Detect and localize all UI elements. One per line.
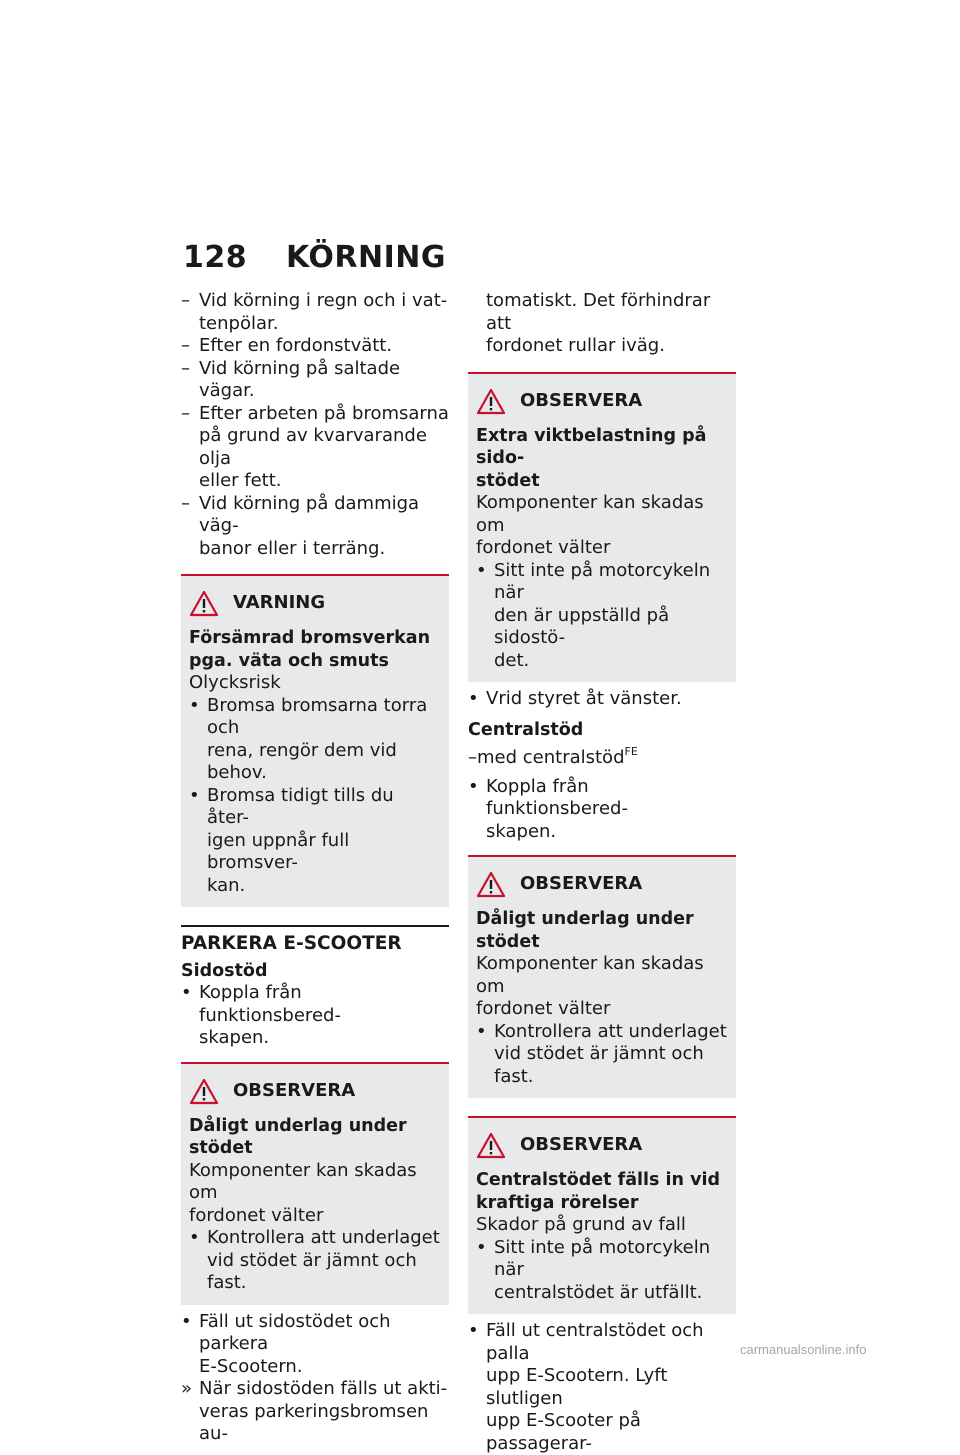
step-item-cont: upp E-Scootern. Lyft slutligen bbox=[486, 1365, 668, 1409]
warning-bullet-cont: kan. bbox=[207, 874, 246, 896]
notice-bullet: • Sitt inte på motorcykeln när bbox=[476, 559, 711, 603]
watermark: carmanualsonline.info bbox=[740, 1342, 867, 1357]
notice-risk: fordonet välter bbox=[476, 537, 611, 558]
section-title: PARKERA E-SCOOTER bbox=[181, 925, 449, 956]
list-item: – Vid körning på dammiga väg- bbox=[181, 492, 420, 536]
warning-bullet-cont: igen uppnår full bromsver- bbox=[207, 829, 350, 873]
notice-bullet: • Kontrollera att underlaget bbox=[476, 1020, 727, 1042]
notice-box bbox=[468, 372, 736, 683]
list-item-cont: eller fett. bbox=[199, 470, 282, 491]
list-item: – Vid körning i regn och i vat- bbox=[181, 290, 448, 311]
result-item-cont: veras parkeringsbromsen au- bbox=[199, 1400, 429, 1444]
notice-risk: Komponenter kan skadas om bbox=[476, 953, 704, 997]
page-header bbox=[183, 240, 446, 275]
step-item-cont: E-Scootern. bbox=[199, 1355, 303, 1377]
list-item-cont: på grund av kvarvarande olja bbox=[199, 425, 427, 469]
notice-box bbox=[468, 855, 736, 1098]
notice-title: OBSERVERA bbox=[520, 873, 643, 895]
left-column bbox=[181, 290, 449, 1446]
step-item: • Koppla från funktionsbered- bbox=[468, 775, 628, 819]
list-item: – Efter arbeten på bromsarna bbox=[181, 402, 449, 424]
notice-heading: Dåligt underlag under stödet bbox=[189, 1115, 407, 1158]
warning-bullet-cont: rena, rengör dem vid behov. bbox=[207, 739, 397, 783]
notice-bullet-cont: centralstödet är utfällt. bbox=[494, 1281, 703, 1303]
condition-list bbox=[181, 290, 449, 560]
warning-bullet: • Bromsa tidigt tills du åter- bbox=[189, 784, 394, 828]
notice-title: OBSERVERA bbox=[520, 389, 643, 411]
step-item-cont: skapen. bbox=[199, 1027, 270, 1048]
warning-heading: Försämrad bromsverkan bbox=[189, 628, 431, 648]
notice-risk: fordonet välter bbox=[476, 998, 611, 1019]
list-item-cont: tenpölar. bbox=[199, 312, 279, 334]
variant-superscript: FE bbox=[624, 745, 638, 758]
notice-heading: Extra viktbelastning på sido- bbox=[476, 425, 707, 468]
warning-triangle-icon bbox=[476, 1132, 506, 1159]
warning-box bbox=[181, 574, 449, 907]
step-item: • Fäll ut sidostödet och parkera bbox=[181, 1310, 391, 1354]
notice-risk: Skador på grund av fall bbox=[476, 1214, 686, 1235]
list-item: – Efter en fordonstvätt. bbox=[181, 335, 393, 356]
list-item-cont: banor eller i terräng. bbox=[199, 537, 386, 559]
notice-bullet: • Kontrollera att underlaget bbox=[189, 1227, 440, 1248]
warning-triangle-icon bbox=[189, 1078, 219, 1105]
notice-bullet-cont: den är uppställd på sidostö- bbox=[494, 604, 670, 648]
list-item: – Vid körning på saltade vägar. bbox=[181, 357, 401, 401]
notice-bullet-cont: vid stödet är jämnt och fast. bbox=[494, 1043, 704, 1087]
variant-line: –med centralstöd$^{FE}$ bbox=[468, 745, 638, 768]
notice-risk: Komponenter kan skadas om bbox=[189, 1159, 417, 1203]
warning-title: VARNING bbox=[233, 592, 326, 614]
notice-heading: kraftiga rörelser bbox=[476, 1192, 639, 1213]
step-item: • Koppla från funktionsbered- bbox=[181, 982, 341, 1026]
right-column bbox=[468, 290, 736, 1455]
warning-risk: Olycksrisk bbox=[189, 672, 281, 693]
notice-risk: fordonet välter bbox=[189, 1204, 324, 1226]
chapter-title: KÖRNING bbox=[286, 240, 447, 275]
result-item-cont: tomatiskt. Det förhindrar att bbox=[486, 290, 711, 334]
notice-box bbox=[468, 1116, 736, 1314]
result-item: » När sidostöden fälls ut akti- bbox=[181, 1378, 448, 1399]
step-item: • Fäll ut centralstödet och palla bbox=[468, 1320, 704, 1364]
notice-heading: Dåligt underlag under stödet bbox=[476, 909, 694, 952]
warning-triangle-icon bbox=[476, 871, 506, 898]
warning-heading: pga. väta och smuts bbox=[189, 650, 389, 671]
notice-bullet: • Sitt inte på motorcykeln när bbox=[476, 1236, 711, 1280]
notice-title: OBSERVERA bbox=[233, 1079, 356, 1101]
step-item: • Vrid styret åt vänster. bbox=[468, 688, 682, 709]
notice-bullet-cont: vid stödet är jämnt och fast. bbox=[207, 1249, 417, 1293]
warning-triangle-icon bbox=[476, 388, 506, 415]
sub-title: Sidostöd bbox=[181, 960, 268, 981]
notice-bullet-cont: det. bbox=[494, 649, 530, 671]
page-number: 128 bbox=[183, 240, 248, 275]
notice-box bbox=[181, 1062, 449, 1305]
step-item-cont: skapen. bbox=[486, 820, 557, 842]
warning-triangle-icon bbox=[189, 590, 219, 617]
notice-heading: Centralstödet fälls in vid bbox=[476, 1170, 721, 1190]
warning-bullet: • Bromsa bromsarna torra och bbox=[189, 694, 428, 738]
step-item-cont: upp E-Scooter på passagerar- bbox=[486, 1410, 641, 1454]
notice-heading: stödet bbox=[476, 470, 540, 491]
notice-title: OBSERVERA bbox=[520, 1134, 643, 1156]
notice-risk: Komponenter kan skadas om bbox=[476, 492, 704, 536]
result-item-cont: fordonet rullar iväg. bbox=[486, 335, 665, 356]
sub-title: Centralstöd bbox=[468, 719, 584, 740]
